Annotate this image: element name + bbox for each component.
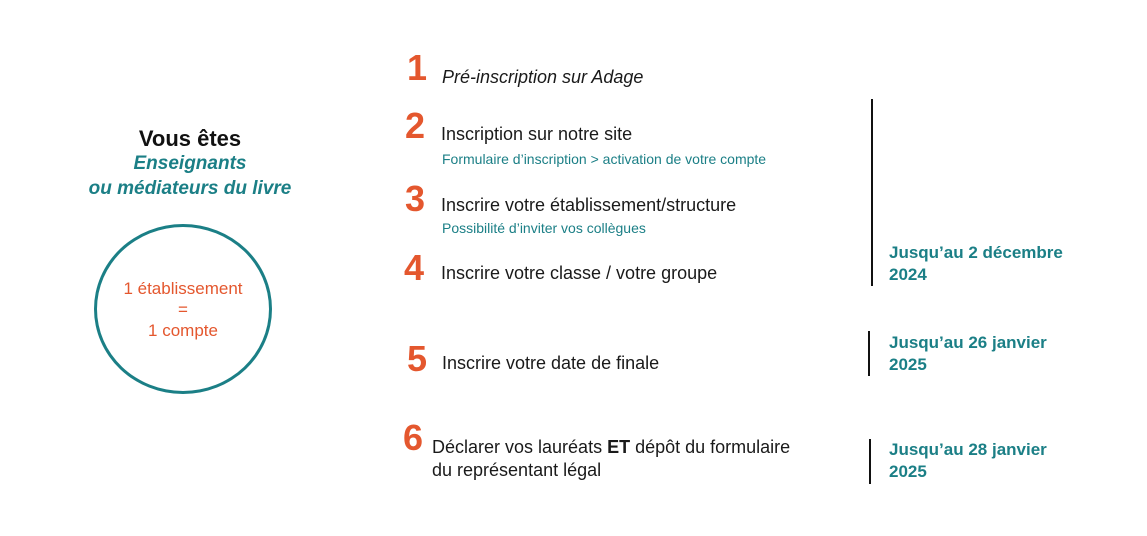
step-6-text bbox=[432, 437, 790, 458]
step-1-text: Pré-inscription sur Adage bbox=[442, 67, 644, 87]
step-6-text-post: dépôt du formulaire bbox=[630, 437, 791, 457]
deadline-bracket-3 bbox=[869, 439, 871, 484]
step-3-text: Inscrire votre établissement/structure bbox=[441, 195, 737, 215]
step-4-number: 4 bbox=[404, 247, 425, 288]
step-3-number: 3 bbox=[405, 178, 426, 219]
step-1-number: 1 bbox=[407, 47, 428, 88]
deadline-bracket-1 bbox=[871, 99, 873, 286]
circle-line-2: = bbox=[178, 299, 188, 319]
audience-line-1: Enseignants bbox=[133, 153, 247, 174]
deadline-3-line-1: Jusqu’au 28 janvier bbox=[889, 440, 1047, 459]
deadline-bracket-2 bbox=[868, 331, 870, 376]
step-5-text: Inscrire votre date de finale bbox=[442, 353, 660, 373]
step-2-text: Inscription sur notre site bbox=[441, 124, 633, 144]
step-6-number: 6 bbox=[403, 417, 424, 458]
deadline-1-line-2: 2024 bbox=[889, 265, 927, 284]
step-2-number: 2 bbox=[405, 105, 426, 146]
deadline-3 bbox=[889, 439, 1047, 483]
left-title: Vous êtes bbox=[138, 126, 242, 151]
step-5-number: 5 bbox=[407, 338, 428, 379]
step-2-subtext: Formulaire d’inscription > activation de votre compte bbox=[442, 151, 767, 167]
deadline-2-line-1: Jusqu’au 26 janvier bbox=[889, 333, 1047, 352]
audience-line-2: ou médiateurs du livre bbox=[88, 178, 292, 199]
step-6-text-pre: Déclarer vos lauréats bbox=[432, 437, 608, 457]
step-4-text: Inscrire votre classe / votre groupe bbox=[441, 263, 718, 283]
step-6-text-line-2: du représentant légal bbox=[432, 460, 602, 480]
account-rule-circle bbox=[94, 224, 272, 394]
deadline-3-line-2: 2025 bbox=[889, 462, 927, 481]
step-6-text-bold: ET bbox=[607, 437, 631, 457]
circle-line-3: 1 compte bbox=[148, 320, 218, 340]
deadline-2 bbox=[889, 332, 1047, 376]
deadline-2-line-2: 2025 bbox=[889, 355, 927, 374]
deadline-1 bbox=[889, 242, 1063, 286]
deadline-1-line-1: Jusqu’au 2 décembre bbox=[889, 243, 1063, 262]
circle-line-1: 1 établissement bbox=[123, 278, 243, 298]
step-3-subtext: Possibilité d’inviter vos collègues bbox=[442, 220, 646, 236]
